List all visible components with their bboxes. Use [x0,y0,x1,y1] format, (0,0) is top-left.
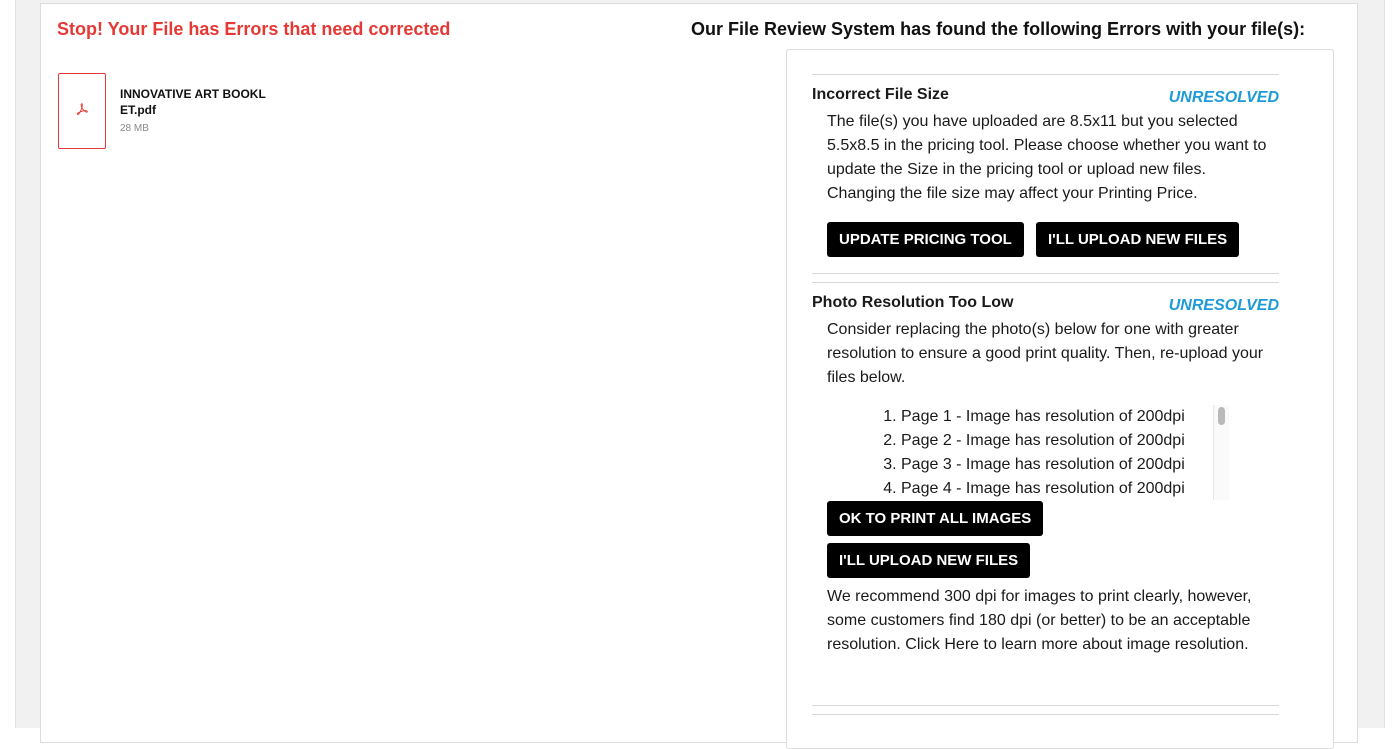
list-scrollbar[interactable] [1213,405,1229,500]
error-title: Incorrect File Size [812,86,949,103]
error-description: Consider replacing the photo(s) below for one with greater resolution to ensure a good print quality. Then, re-upload your files below. [827,321,1264,386]
error-title: Photo Resolution Too Low [812,294,1014,311]
status-badge: UNRESOLVED [1168,89,1279,106]
list-item: 3. Page 3 - Image has resolution of 200dpi [901,453,1229,477]
review-heading: Our File Review System has found the following Errors with your file(s): [691,19,1306,39]
divider [812,282,1279,283]
resolution-note: We recommend 300 dpi for images to print clearly, however, some customers find 180 dpi (or better) to be an acceptable resolution. Click Here to learn more about image resolution. [827,588,1252,653]
list-item: 4. Page 4 - Image has resolution of 200dpi [901,477,1229,500]
divider [812,714,1279,715]
error-heading: Stop! Your File has Errors that need corrected [57,19,451,39]
pdf-icon [75,102,89,121]
scrollbar-thumb[interactable] [1218,407,1225,425]
upload-new-files-button[interactable]: I'LL UPLOAD NEW FILES [1036,222,1239,257]
list-item: 1. Page 1 - Image has resolution of 200dpi [901,405,1229,429]
divider [812,705,1279,706]
list-item: 2. Page 2 - Image has resolution of 200dpi [901,429,1229,453]
file-name: INNOVATIVE ART BOOKLET.pdf [120,87,266,117]
divider [812,273,1279,274]
low-resolution-page-list[interactable] [827,405,1229,500]
update-pricing-tool-button[interactable]: UPDATE PRICING TOOL [827,222,1024,257]
file-thumbnail[interactable] [58,73,106,149]
ok-to-print-button[interactable]: OK TO PRINT ALL IMAGES [827,501,1043,536]
error-description: The file(s) you have uploaded are 8.5x11 but you selected 5.5x8.5 in the pricing tool. Please choose whether you want to update the Size in the pricing tool or upload new files. Changing the file size may affect your Printing Price. [827,113,1267,202]
file-size: 28 MB [120,123,149,134]
upload-new-files-button[interactable]: I'LL UPLOAD NEW FILES [827,543,1030,578]
divider [812,74,1279,75]
status-badge: UNRESOLVED [1168,297,1279,314]
